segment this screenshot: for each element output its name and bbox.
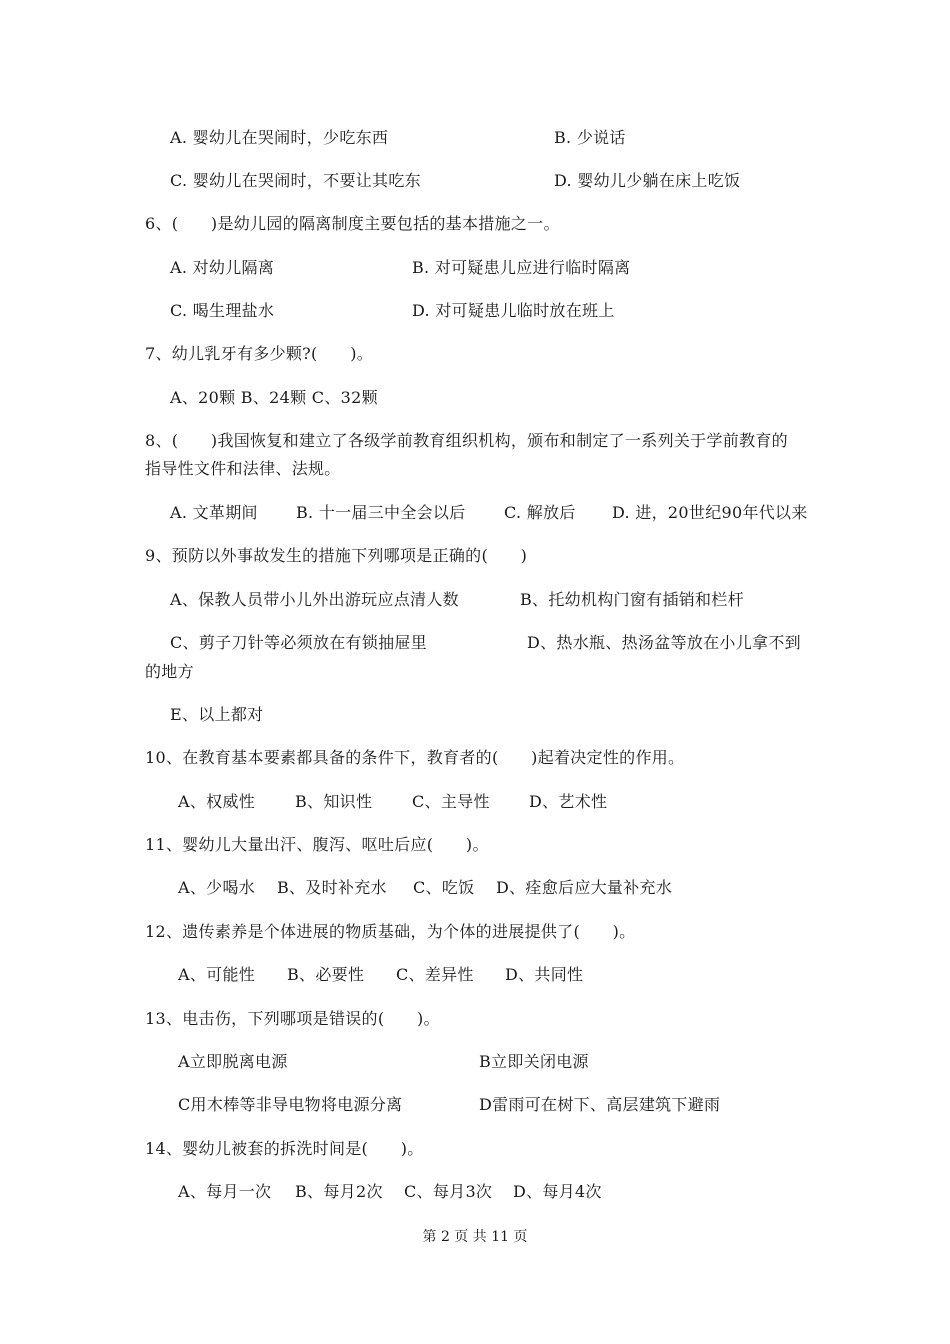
q8-option-d: D. 进，20世纪90年代以来 (612, 503, 808, 522)
q9-option-d-line-2: 的地方 (145, 662, 194, 681)
q13-option-c: C用木棒等非导电物将电源分离 (178, 1095, 403, 1114)
q11-option-b: B、及时补充水 (277, 878, 387, 897)
q8-stem-line-1: 8、( )我国恢复和建立了各级学前教育组织机构，颁布和制定了一系列关于学前教育的 (145, 431, 788, 450)
q10-option-a: A、权威性 (178, 792, 256, 811)
q10-option-b: B、知识性 (295, 792, 373, 811)
q9-option-a: A、保教人员带小儿外出游玩应点清人数 (170, 590, 459, 609)
q12-option-a: A、可能性 (178, 965, 256, 984)
q6-option-c: C. 喝生理盐水 (170, 301, 275, 320)
page-number-footer: 第 2 页 共 11 页 (422, 1229, 528, 1245)
q7-options: A、20颗 B、24颗 C、32颗 (170, 388, 378, 407)
q5-option-a: A. 婴幼儿在哭闹时，少吃东西 (170, 128, 389, 147)
q11-option-c: C、吃饭 (413, 878, 475, 897)
q10-stem: 10、在教育基本要素都具备的条件下，教育者的( )起着决定性的作用。 (145, 748, 685, 767)
q8-option-b: B. 十一届三中全会以后 (296, 503, 466, 522)
q13-option-b: B立即关闭电源 (479, 1052, 589, 1071)
q6-option-a: A. 对幼儿隔离 (170, 258, 275, 277)
q14-stem: 14、婴幼儿被套的拆洗时间是( )。 (145, 1139, 424, 1158)
q7-stem: 7、幼儿乳牙有多少颗?( )。 (145, 344, 374, 363)
q11-stem: 11、婴幼儿大量出汗、腹泻、呕吐后应( )。 (145, 835, 489, 854)
q9-option-b: B、托幼机构门窗有插销和栏杆 (520, 590, 744, 609)
q12-option-b: B、必要性 (287, 965, 365, 984)
q9-option-d-line-1: D、热水瓶、热汤盆等放在小儿拿不到 (527, 633, 801, 652)
q13-stem: 13、电击伤，下列哪项是错误的( )。 (145, 1009, 440, 1028)
q9-stem: 9、预防以外事故发生的措施下列哪项是正确的( ) (145, 546, 528, 565)
q10-option-d: D、艺术性 (529, 792, 608, 811)
q12-stem: 12、遗传素养是个体进展的物质基础，为个体的进展提供了( )。 (145, 922, 636, 941)
q9-option-e: E、以上都对 (170, 705, 264, 724)
q13-option-d: D雷雨可在树下、高层建筑下避雨 (479, 1095, 721, 1114)
q14-option-a: A、每月一次 (178, 1182, 272, 1201)
q5-option-b: B. 少说话 (554, 128, 626, 147)
q6-option-d: D. 对可疑患儿临时放在班上 (412, 301, 615, 320)
q11-option-d: D、痊愈后应大量补充水 (496, 878, 673, 897)
q5-option-d: D. 婴幼儿少躺在床上吃饭 (554, 171, 741, 190)
q12-option-c: C、差异性 (396, 965, 474, 984)
q6-option-b: B. 对可疑患儿应进行临时隔离 (412, 258, 631, 277)
q11-option-a: A、少喝水 (178, 878, 256, 897)
q9-option-c: C、剪子刀针等必须放在有锁抽屉里 (170, 633, 428, 652)
q14-option-b: B、每月2次 (295, 1182, 383, 1201)
q14-option-c: C、每月3次 (404, 1182, 493, 1201)
q5-option-c: C. 婴幼儿在哭闹时，不要让其吃东 (170, 171, 421, 190)
q6-stem: 6、( )是幼儿园的隔离制度主要包括的基本措施之一。 (145, 214, 560, 233)
q14-option-d: D、每月4次 (513, 1182, 602, 1201)
q8-option-a: A. 文革期间 (170, 503, 258, 522)
q10-option-c: C、主导性 (412, 792, 490, 811)
q12-option-d: D、共同性 (505, 965, 584, 984)
q8-option-c: C. 解放后 (504, 503, 576, 522)
q13-option-a: A立即脱离电源 (178, 1052, 288, 1071)
q8-stem-line-2: 指导性文件和法律、法规。 (145, 459, 341, 478)
